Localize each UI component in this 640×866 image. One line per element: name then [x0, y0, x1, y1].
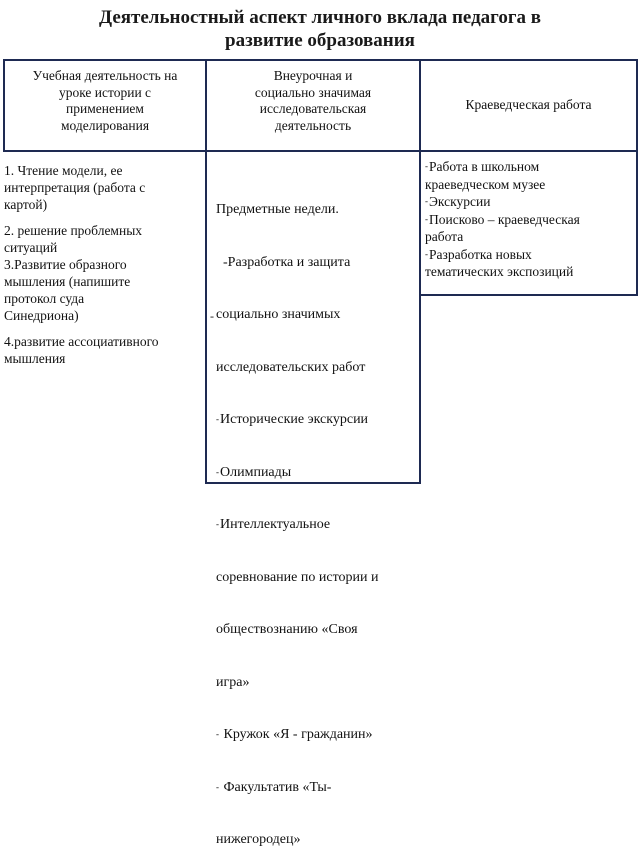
column-2-header-line: Внеурочная и: [273, 68, 353, 83]
bullet-continuation: тематических экспозиций: [425, 264, 574, 279]
title-line-1: Деятельностный аспект личного вклада педагога в: [99, 7, 541, 28]
stray-mark: -: [210, 309, 214, 323]
column-2-header-line: исследовательская: [259, 101, 367, 116]
bullet-continuation: краеведческом музее: [425, 176, 546, 192]
bullet-item: - Кружок «Я - гражданин»: [216, 726, 416, 744]
column-1-list: [4, 162, 204, 367]
bullet-continuation: нижегородец»: [216, 832, 301, 847]
column-1-header: [5, 68, 205, 134]
column-1-header-line: моделирования: [60, 117, 150, 133]
list-item-line: 2. решение проблемных: [4, 223, 143, 238]
column-3-header: [421, 97, 636, 114]
page-title: [0, 6, 640, 52]
list-item-line: 3.Развитие образного: [4, 257, 127, 272]
bullet-item: - Исторические экскурсии: [216, 411, 416, 429]
list-item-line: мышления (напишите: [4, 274, 131, 289]
intro-line: Предметные недели.: [216, 202, 339, 217]
list-item-line: ситуаций: [4, 240, 58, 255]
bullet-item: - Поисково – краеведческая: [425, 211, 635, 229]
column-3-header-line: Краеведческая работа: [465, 97, 592, 112]
intro-line: -Разработка и защита: [216, 254, 351, 270]
list-item-line: Синедриона): [4, 308, 79, 323]
column-2-header-line: социально значимая: [254, 84, 372, 100]
bullet-continuation: соревнование по истории и: [216, 569, 379, 585]
intro-line: социально значимых: [216, 307, 341, 322]
list-item-line: картой): [4, 197, 48, 212]
column-2-header: [207, 68, 419, 134]
bullet-continuation: работа: [425, 229, 464, 244]
bullet-item: - Интеллектуальное: [216, 516, 416, 534]
title-line-2: развитие образования: [225, 30, 415, 51]
list-item-line: мышления: [4, 351, 66, 366]
bullet-item: - Разработка новых: [425, 246, 635, 264]
list-item-line: 4.развитие ассоциативного: [4, 334, 159, 349]
list-item-line: интерпретация (работа с: [4, 180, 146, 195]
bullet-item: - Факультатив «Ты-: [216, 779, 416, 797]
column-3-content: [425, 158, 635, 281]
bullet-continuation: обществознанию «Своя: [216, 622, 358, 637]
column-2-content: [216, 166, 416, 866]
list-item-line: 1. Чтение модели, ее: [4, 163, 123, 178]
column-1-header-line: применением: [66, 101, 144, 116]
column-1-header-line: уроке истории с: [58, 84, 152, 100]
bullet-continuation: игра»: [216, 674, 250, 690]
bullet-item: - Экскурсии: [425, 193, 635, 211]
list-item-line: протокол суда: [4, 291, 85, 306]
bullet-item: - Работа в школьном: [425, 158, 635, 176]
intro-line: исследовательских работ: [216, 359, 366, 375]
column-2-header-line: деятельность: [274, 117, 352, 133]
bullet-item: - Олимпиады: [216, 464, 416, 482]
column-1-header-line: Учебная деятельность на: [32, 68, 178, 83]
